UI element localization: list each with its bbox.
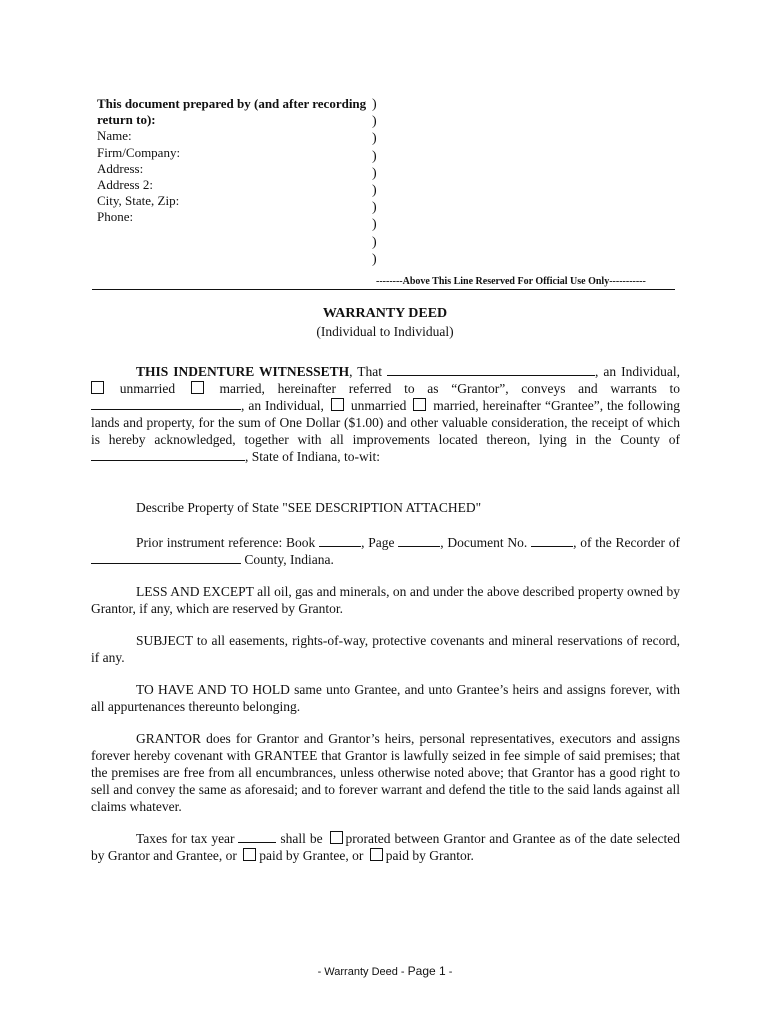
preparer-heading-line2: return to): — [97, 112, 156, 128]
prior-instrument-paragraph — [91, 534, 680, 568]
paid-by-grantee-checkbox[interactable] — [243, 848, 256, 861]
grantor-married-label: married, hereinafter referred to as “Grantor”, conveys and warrants to — [219, 381, 681, 396]
page-blank[interactable] — [398, 535, 440, 547]
document-no-label: , Document No. — [440, 535, 528, 550]
field-phone-label: Phone: — [97, 209, 134, 225]
preparer-block — [97, 96, 366, 226]
describe-paragraph — [91, 499, 680, 516]
shall-be-text: shall be — [280, 831, 323, 846]
page-footer — [0, 964, 770, 978]
warranty-covenant-paragraph — [91, 730, 680, 815]
grantor-unmarried-checkbox[interactable] — [91, 381, 104, 394]
indenture-lead: THIS INDENTURE WITNESSETH — [136, 364, 350, 379]
grantee-unmarried-checkbox[interactable] — [331, 398, 344, 411]
field-firm-label: Firm/Company: — [97, 144, 181, 160]
an-individual-text-1: , an Individual, — [595, 364, 681, 379]
paren: ) — [372, 165, 377, 181]
official-use-divider — [92, 289, 675, 290]
grantor-name-blank[interactable] — [387, 364, 595, 376]
field-address-label: Address: — [97, 160, 144, 176]
recorder-label: , of the Recorder of — [573, 535, 681, 550]
paren: ) — [372, 148, 377, 164]
book-blank[interactable] — [319, 535, 361, 547]
subject-text: SUBJECT to all easements, rights-of-way, protective covenants and mineral reservations of record, if any. — [91, 633, 680, 665]
subject-paragraph — [91, 632, 680, 666]
grantee-married-label: married, hereinafter “Grantee”, the — [433, 398, 624, 413]
field-address2-label: Address 2: — [97, 177, 153, 193]
paren: ) — [372, 234, 377, 250]
footer-label: - Warranty Deed - — [317, 966, 408, 978]
grantor-married-checkbox[interactable] — [191, 381, 204, 394]
less-except-paragraph — [91, 583, 680, 617]
describe-text: Describe Property of State "SEE DESCRIPTION ATTACHED" — [136, 500, 482, 515]
paren: ) — [372, 183, 377, 199]
tax-year-blank[interactable] — [238, 831, 276, 843]
warranty-covenant-text: GRANTOR does for Grantor and Grantor’s heirs, personal representatives, executors and assigns forever hereby covenant with GRANTEE that Grantor is lawfully seized in fee simple of said premises; that the premises are free from all encumbrances, unless otherwise noted above; that Grantor has a good right to sell and convey the same as aforesaid; and to forever warrant and defend the title to the said lands against all claims whatever. — [91, 731, 680, 814]
page-label: , Page — [361, 535, 395, 550]
paid-by-grantee-label: paid by Grantee, or — [259, 848, 364, 863]
recorder-county-blank[interactable] — [91, 552, 241, 564]
grantee-unmarried-label: unmarried — [350, 398, 407, 413]
grantee-name-blank[interactable] — [91, 398, 241, 410]
paren: ) — [372, 217, 377, 233]
prorated-checkbox[interactable] — [330, 831, 343, 844]
footer-end: - — [445, 966, 453, 978]
habendum-paragraph — [91, 681, 680, 715]
county-indiana-text: County, Indiana. — [244, 552, 334, 567]
indenture-paragraph — [91, 363, 680, 465]
that-text: , That — [349, 364, 382, 379]
paren: ) — [372, 131, 377, 147]
taxes-paragraph — [91, 830, 680, 864]
document-title: WARRANTY DEED — [322, 306, 448, 321]
an-individual-text-2: , an Individual, — [241, 398, 324, 413]
habendum-text: TO HAVE AND TO HOLD same unto Grantee, and unto Grantee’s heirs and assigns forever, with all appurtenances thereunto belonging. — [91, 682, 680, 714]
consideration-text: following lands and property, for the sum of One Dollar ($1.00) and other valuable consideration, the receipt of which is hereby acknowledged, together with all improvements located thereon, lying in the County of — [91, 398, 681, 447]
preparer-heading-line1: This document prepared by (and after recording — [97, 96, 367, 111]
paren: ) — [372, 251, 377, 267]
paren: ) — [372, 200, 377, 216]
tax-year-label: Taxes for tax year — [136, 831, 235, 846]
field-city-state-zip-label: City, State, Zip: — [97, 193, 180, 209]
state-text: , State of Indiana, to-wit: — [245, 449, 380, 464]
paid-by-grantor-label: paid by Grantor. — [385, 848, 474, 863]
document-no-blank[interactable] — [531, 535, 573, 547]
page-number: Page 1 — [407, 964, 446, 978]
paid-by-grantor-checkbox[interactable] — [370, 848, 383, 861]
deed-body — [91, 363, 680, 864]
grantee-married-checkbox[interactable] — [413, 398, 426, 411]
official-use-line-label: --------Above This Line Reserved For Official Use Only----------- — [376, 276, 646, 287]
field-name-label: Name: — [97, 128, 132, 144]
prorated-label: prorated between Grantor and Grantee as of the date selected by Grantor and Grantee, or — [91, 831, 680, 863]
paren: ) — [372, 114, 377, 130]
parenthesis-column — [372, 96, 386, 268]
paren: ) — [372, 97, 377, 112]
county-blank[interactable] — [91, 449, 245, 461]
book-label: Prior instrument reference: Book — [136, 535, 316, 550]
grantor-unmarried-label: unmarried — [119, 381, 176, 396]
document-subtitle: (Individual to Individual) — [316, 324, 454, 339]
less-except-text: LESS AND EXCEPT all oil, gas and minerals, on and under the above described property owned by Grantor, if any, which are reserved by Grantor. — [91, 584, 680, 616]
